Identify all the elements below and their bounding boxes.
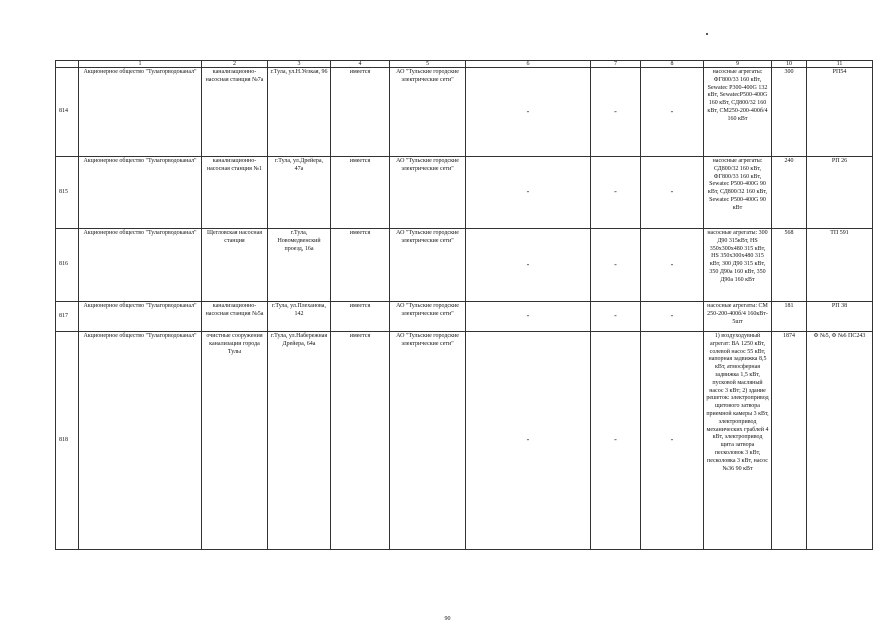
- col7-cell: -: [591, 332, 641, 550]
- status-cell: имеется: [331, 302, 390, 332]
- equipment-cell: насосные агрегаты: 300 Д90 315кВт, HS 350x300x480 315 кВт, HS 350x300x480 315 кВт, 300 Д90 315 кВт, 350 Д90а 160 кВт, 350 Д90а 160 кВт: [704, 229, 772, 302]
- object-cell: канализационно-насосная станция №7а: [202, 68, 268, 157]
- address-cell: г.Тула, ул.Дрейера, 47а: [268, 157, 331, 229]
- supplier-cell: АО "Тульские городские электрические сети": [390, 332, 466, 550]
- table-row: [56, 229, 873, 302]
- header-cell: 6: [466, 61, 591, 68]
- address-cell: г.Тула, Новомедвенский проезд, 16а: [268, 229, 331, 302]
- object-cell: Щегловская насосная станция: [202, 229, 268, 302]
- power-cell: 1874: [772, 332, 807, 550]
- table-row: [56, 68, 873, 157]
- supplier-cell: АО "Тульские городские электрические сети": [390, 229, 466, 302]
- table-row: [56, 157, 873, 229]
- col7-cell: -: [591, 157, 641, 229]
- header-cell: 9: [704, 61, 772, 68]
- status-cell: имеется: [331, 332, 390, 550]
- col7-cell: -: [591, 68, 641, 157]
- supplier-cell: АО "Тульские городские электрические сети": [390, 157, 466, 229]
- equipment-cell: насосные агрегаты: СД800/32 160 кВт, ФГ800/33 160 кВт, Sewatec P500-400G 90 кВт, СД800/32 160 кВт, Sewatec P500-400G 90 кВт: [704, 157, 772, 229]
- header-cell: 7: [591, 61, 641, 68]
- header-cell-blank: [56, 61, 79, 68]
- row-number: 816: [56, 229, 79, 302]
- feeder-cell: РП54: [807, 68, 873, 157]
- page-number: 90: [444, 616, 451, 622]
- row-number: 817: [56, 302, 79, 332]
- status-cell: имеется: [331, 68, 390, 157]
- col8-cell: -: [641, 157, 704, 229]
- col8-cell: -: [641, 68, 704, 157]
- stray-mark: [706, 33, 708, 35]
- row-number: 815: [56, 157, 79, 229]
- equipment-cell: насосные агрегаты: СМ 250-200-400б/4 160кВт- 5шт: [704, 302, 772, 332]
- col8-cell: -: [641, 332, 704, 550]
- object-cell: канализационно-насосная станция №5а: [202, 302, 268, 332]
- column-number-header-row: [56, 61, 873, 68]
- col8-cell: -: [641, 229, 704, 302]
- address-cell: г.Тула, ул.Н.Уезкая, 96: [268, 68, 331, 157]
- owner-cell: Акционерное общество "Тулагорводоканал": [79, 302, 202, 332]
- col8-cell: -: [641, 302, 704, 332]
- feeder-cell: Ф №5, Ф №6 ПС243: [807, 332, 873, 550]
- header-cell: 4: [331, 61, 390, 68]
- feeder-cell: РП 38: [807, 302, 873, 332]
- owner-cell: Акционерное общество "Тулагорводоканал": [79, 332, 202, 550]
- row-number: 818: [56, 332, 79, 550]
- status-cell: имеется: [331, 157, 390, 229]
- header-cell: 10: [772, 61, 807, 68]
- col7-cell: -: [591, 229, 641, 302]
- power-cell: 240: [772, 157, 807, 229]
- equipment-cell: насосные агрегаты: ФГ800/33 160 кВт, Sewatec P300-400G 132 кВт, SewatecP500-400G 160 кВт, СД800/32 160 кВт, СМ250-200-400б/4 160 кВт: [704, 68, 772, 157]
- header-cell: 5: [390, 61, 466, 68]
- object-cell: очистные сооружения канализации города Тулы: [202, 332, 268, 550]
- owner-cell: Акционерное общество "Тулагорводоканал": [79, 229, 202, 302]
- owner-cell: Акционерное общество "Тулагорводоканал": [79, 68, 202, 157]
- status-cell: имеется: [331, 229, 390, 302]
- table-row: [56, 332, 873, 550]
- supplier-cell: АО "Тульские городские электрические сети": [390, 302, 466, 332]
- address-cell: г.Тула, ул.Набережная Дрейера, 64а: [268, 332, 331, 550]
- owner-cell: Акционерное общество "Тулагорводоканал": [79, 157, 202, 229]
- object-cell: канализационно-насосная станция №1: [202, 157, 268, 229]
- header-cell: 3: [268, 61, 331, 68]
- header-cell: 11: [807, 61, 873, 68]
- equipment-cell: 1) воздуходувный агрегат: ВА 1250 кВт, солевой насос 55 кВт, напорная задвижка 8,5 кВт, атмосферная задвижка 1,5 кВт, пусковой масляный насос 3 кВт; 2) здание решеток: электропривод щитового затвора приемной камеры 3 кВт, электропривод механических граблей 4 кВт, электропривод щита затвора песколовок 3 кВт, песколовка 3 кВт, насос №36 90 кВт: [704, 332, 772, 550]
- header-cell: 8: [641, 61, 704, 68]
- header-cell: 1: [79, 61, 202, 68]
- col6-cell: -: [466, 68, 591, 157]
- table-row: [56, 302, 873, 332]
- col7-cell: -: [591, 302, 641, 332]
- row-number: 814: [56, 68, 79, 157]
- power-cell: 568: [772, 229, 807, 302]
- facilities-table: [55, 60, 873, 550]
- power-cell: 181: [772, 302, 807, 332]
- feeder-cell: ТП 591: [807, 229, 873, 302]
- col6-cell: -: [466, 229, 591, 302]
- header-cell: 2: [202, 61, 268, 68]
- col6-cell: -: [466, 157, 591, 229]
- col6-cell: -: [466, 302, 591, 332]
- address-cell: г.Тула, ул.Плеханова, 142: [268, 302, 331, 332]
- feeder-cell: РП 26: [807, 157, 873, 229]
- supplier-cell: АО "Тульские городские электрические сети": [390, 68, 466, 157]
- col6-cell: -: [466, 332, 591, 550]
- power-cell: 300: [772, 68, 807, 157]
